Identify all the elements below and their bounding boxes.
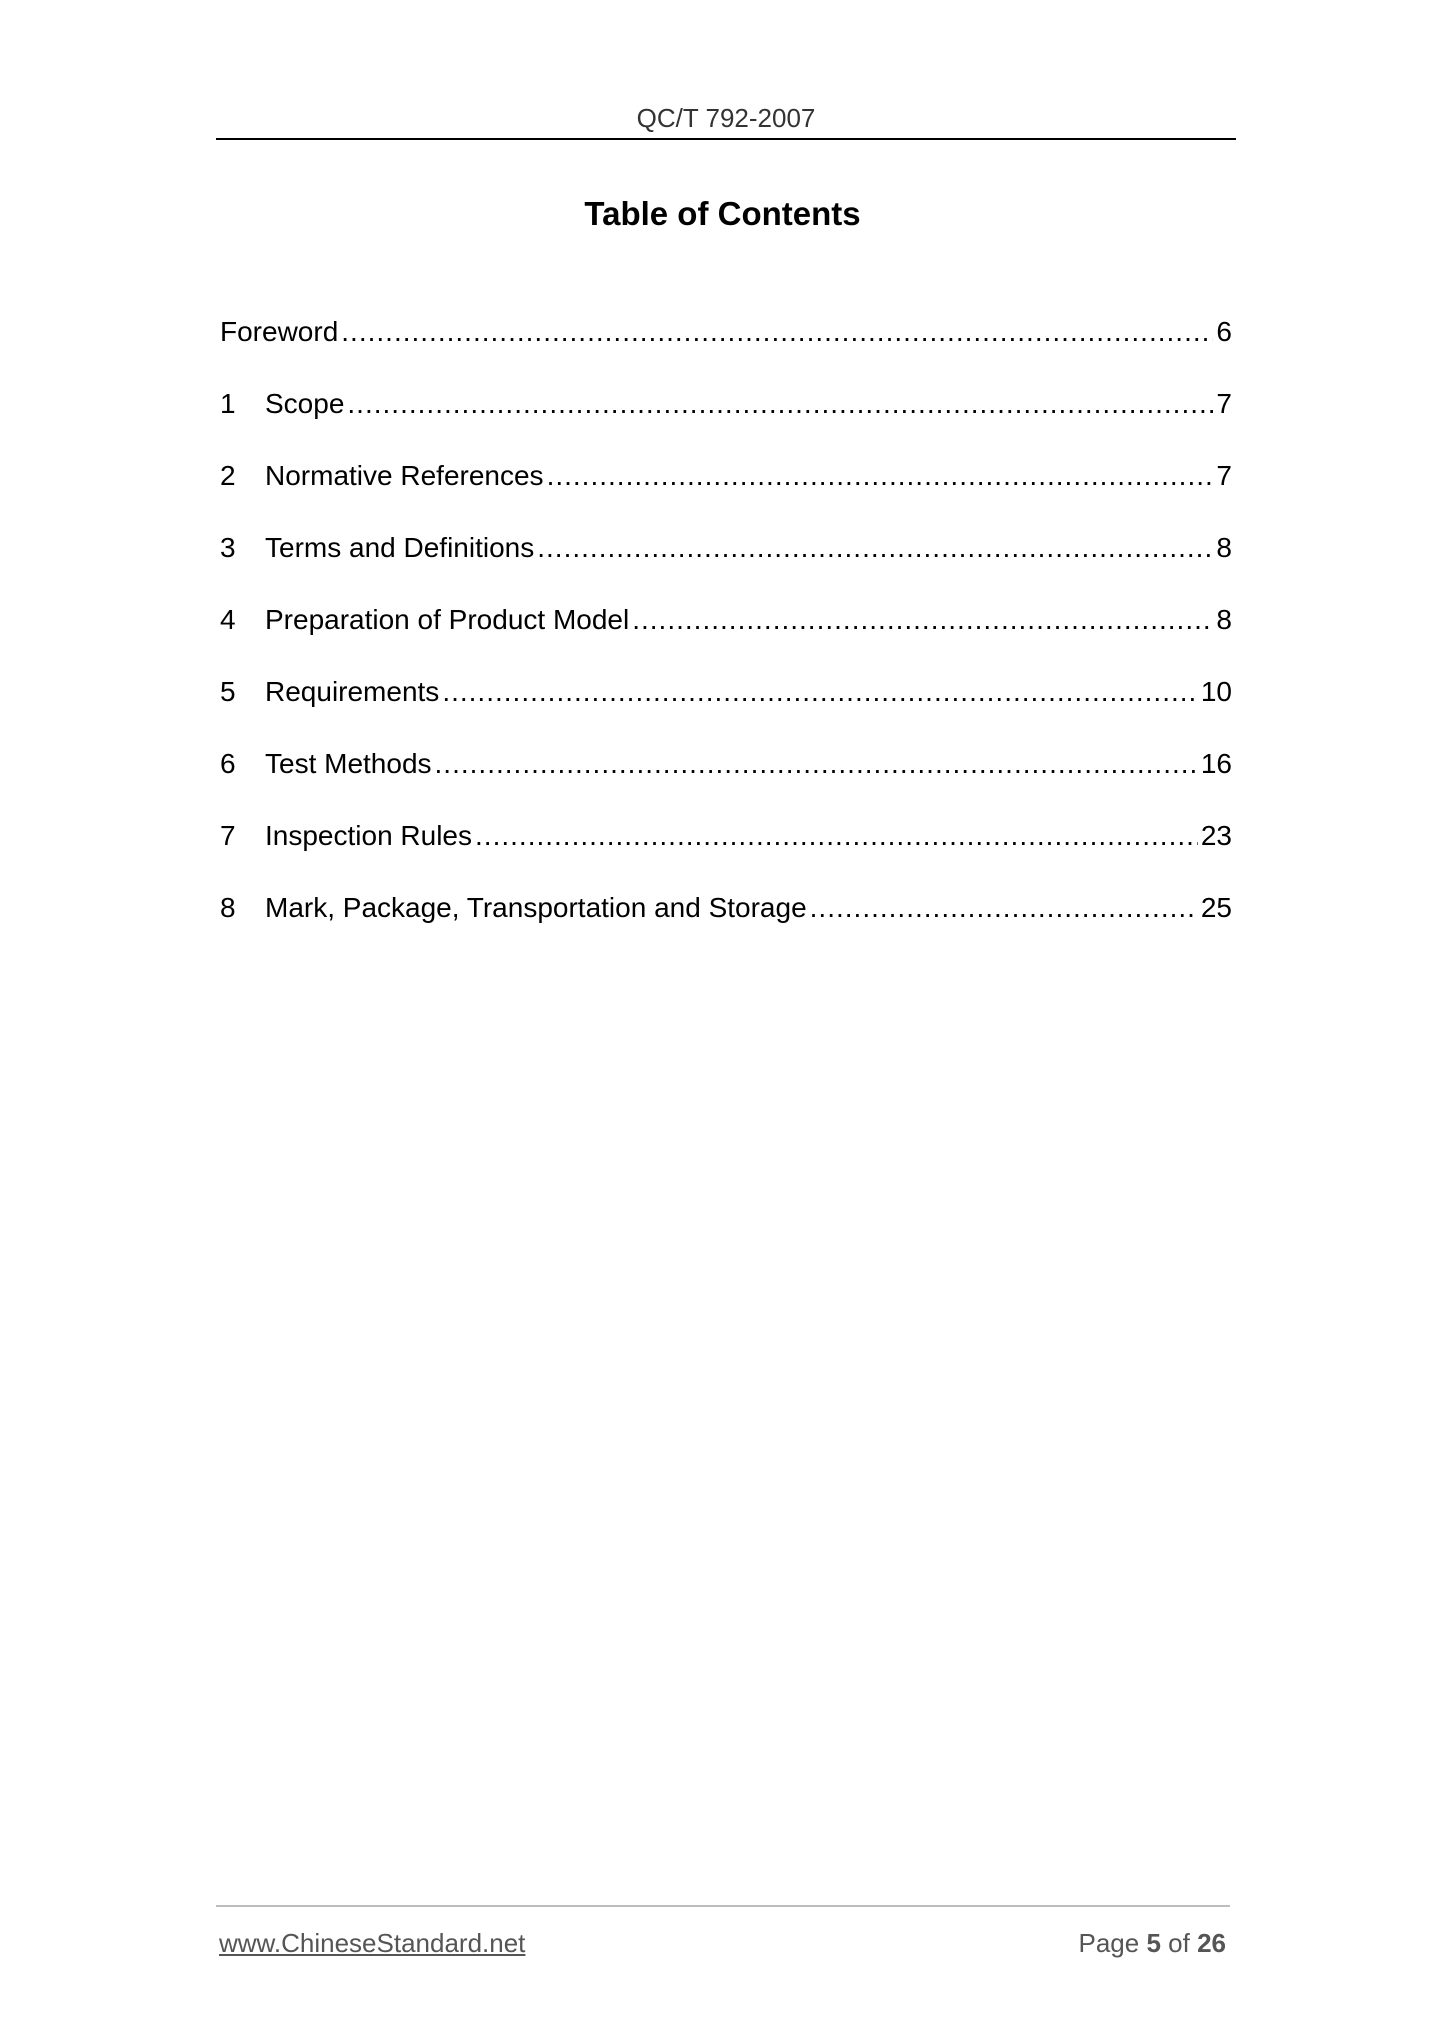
toc-entry-number: 5 xyxy=(220,676,236,707)
toc-dot-leader xyxy=(347,379,1213,429)
toc-dot-leader xyxy=(442,667,1198,717)
toc-entry-label: Scope xyxy=(265,388,345,419)
toc-entry-page: 7 xyxy=(1216,460,1232,491)
toc-entry-page: 25 xyxy=(1200,892,1232,923)
toc-entry-terms-and-definitions[interactable] xyxy=(220,523,1232,595)
toc-entry-page: 8 xyxy=(1216,532,1232,563)
toc-entry-requirements[interactable] xyxy=(220,667,1232,739)
toc-entry-label: Test Methods xyxy=(265,748,432,779)
toc-entry-number: 3 xyxy=(220,532,236,563)
toc-entry-number: 6 xyxy=(220,748,236,779)
toc-entry-number: 4 xyxy=(220,604,236,635)
toc-entry-label: Foreword xyxy=(220,316,339,347)
toc-entry-foreword[interactable] xyxy=(220,307,1232,379)
toc-dot-leader xyxy=(537,523,1213,573)
footer-divider xyxy=(216,1905,1230,1907)
toc-entry-label: Mark, Package, Transportation and Storage xyxy=(265,892,807,923)
toc-entry-page: 10 xyxy=(1200,676,1232,707)
toc-entry-number: 2 xyxy=(220,460,236,491)
running-header xyxy=(216,98,1236,140)
toc-entry-page: 6 xyxy=(1216,316,1232,347)
toc-entry-scope[interactable] xyxy=(220,379,1232,451)
toc-dot-leader xyxy=(435,739,1198,789)
table-of-contents xyxy=(220,307,1232,955)
toc-dot-leader xyxy=(547,451,1214,501)
toc-entry-label: Preparation of Product Model xyxy=(265,604,630,635)
toc-dot-leader xyxy=(475,811,1198,861)
toc-title: Table of Contents xyxy=(584,195,861,232)
toc-entry-test-methods[interactable] xyxy=(220,739,1232,811)
toc-entry-number: 1 xyxy=(220,388,236,419)
document-code: QC/T 792-2007 xyxy=(636,103,816,133)
toc-entry-page: 7 xyxy=(1216,388,1232,419)
toc-entry-label: Terms and Definitions xyxy=(265,532,535,563)
page-prefix: Page xyxy=(1078,1928,1140,1958)
toc-entry-number: 7 xyxy=(220,820,236,851)
toc-dot-leader xyxy=(810,883,1198,933)
page-total: 26 xyxy=(1197,1928,1226,1958)
toc-entry-label: Normative References xyxy=(265,460,544,491)
toc-entry-page: 16 xyxy=(1200,748,1232,779)
toc-entry-number: 8 xyxy=(220,892,236,923)
toc-dot-leader xyxy=(632,595,1213,645)
toc-entry-label: Requirements xyxy=(265,676,440,707)
website-link[interactable]: www.ChineseStandard.net xyxy=(219,1928,526,1958)
toc-entry-page: 8 xyxy=(1216,604,1232,635)
toc-entry-inspection-rules[interactable] xyxy=(220,811,1232,883)
page-of: of xyxy=(1168,1928,1190,1958)
page-current: 5 xyxy=(1146,1928,1161,1958)
toc-entry-preparation-of-product-model[interactable] xyxy=(220,595,1232,667)
toc-entry-mark-package-transportation-storage[interactable] xyxy=(220,883,1232,955)
toc-dot-leader xyxy=(341,307,1213,357)
toc-entry-page: 23 xyxy=(1200,820,1232,851)
page-indicator xyxy=(1078,1925,1226,1961)
toc-entry-label: Inspection Rules xyxy=(265,820,473,851)
toc-entry-normative-references[interactable] xyxy=(220,451,1232,523)
